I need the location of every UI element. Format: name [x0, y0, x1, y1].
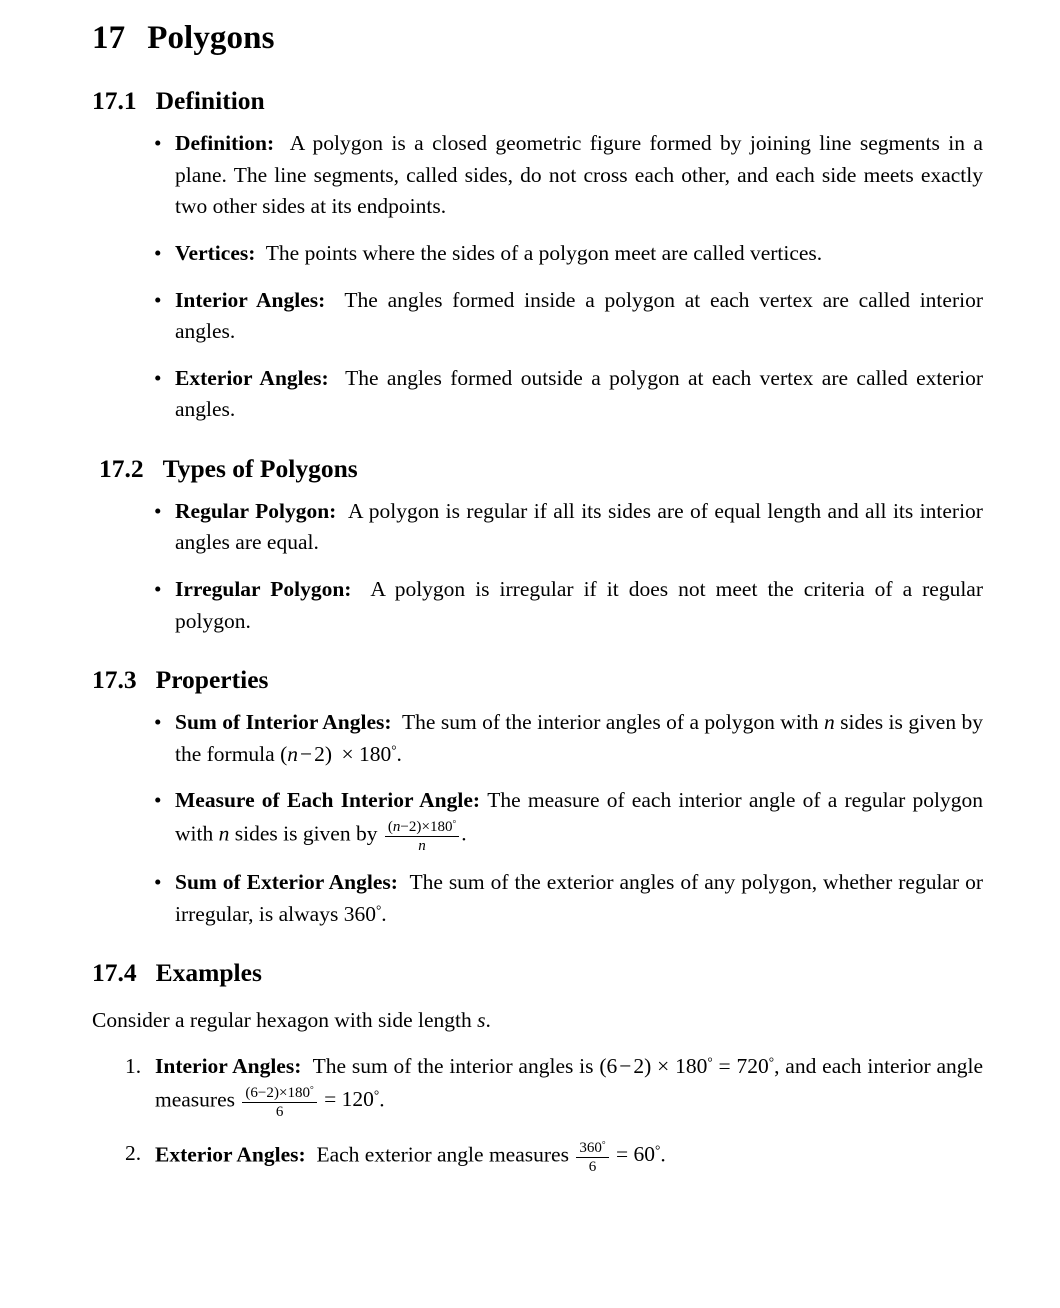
list-item-text: The points where the sides of a polygon meet are called vertices. [265, 240, 823, 265]
chapter-title-text: Polygons [147, 20, 275, 56]
equals-symbol: = [616, 1142, 629, 1167]
fraction-numerator [385, 819, 459, 836]
list-item-lead: Interior Angles: [175, 287, 326, 312]
list-item-text: The measure of each interior angle of a regular polygon with [175, 788, 984, 846]
degree-symbol: ° [391, 741, 397, 757]
operand-six: 6 [250, 1084, 258, 1101]
list-item-text-mid: , and each interior angle measures [155, 1053, 984, 1111]
spacer [569, 1142, 574, 1166]
list-item-text: A polygon is a closed geometric figure formed by joining line segments in a plane. The line segments, called sides, do not cross each other, and each side meets exactly two other sides at its endpoints. [175, 131, 983, 219]
list-item-lead: Sum of Exterior Angles: [175, 870, 398, 895]
section-heading-17-2 [99, 453, 983, 485]
minus-operator: − [300, 741, 313, 766]
degree-symbol: ° [452, 819, 457, 830]
operand-180: 180 [287, 1084, 311, 1101]
list-item [125, 1051, 983, 1118]
list-item-text: A polygon is regular if all its sides are of equal length and all its interior angles are equal. [175, 498, 983, 555]
operand-180: 180 [675, 1053, 708, 1078]
times-symbol: × [657, 1053, 670, 1078]
list-item-lead: Sum of Interior Angles: [175, 710, 392, 734]
paren-close: ) [273, 1084, 279, 1101]
bullet-icon: • [154, 287, 162, 312]
chapter-title [92, 18, 983, 58]
section-title-text: Types of Polygons [162, 453, 358, 483]
section-number: 17.1 [92, 86, 137, 116]
minus-operator: − [257, 1084, 267, 1101]
math-variable-n: n [218, 821, 230, 846]
section-heading-17-4 [92, 957, 983, 989]
list-item-lead: Measure of Each Interior Angle: [175, 788, 481, 813]
list-item-number: 2. [125, 1141, 142, 1166]
list-item-text: The sum of the exterior angles of any polygon, whether regular or irregular, is always [175, 870, 983, 926]
spacer [398, 870, 410, 894]
section-title-text: Examples [155, 958, 262, 988]
paren-close: ) [644, 1053, 652, 1078]
spacer [336, 499, 348, 523]
list-item-text: The angles formed outside a polygon at each vertex are called exterior angles. [175, 365, 983, 422]
times-symbol: × [341, 741, 354, 766]
examples-intro-paragraph [92, 1005, 983, 1037]
value-360-degrees [344, 902, 382, 926]
bullet-icon: • [154, 870, 162, 895]
list-item [125, 1138, 983, 1174]
list-item [154, 574, 983, 637]
operand-180: 180 [429, 818, 453, 835]
paren-close: ) [324, 741, 333, 766]
bullet-icon: • [154, 365, 162, 390]
list-item-lead: Interior Angles: [155, 1053, 302, 1078]
spacer [301, 1054, 312, 1078]
math-variable-n: n [823, 710, 835, 734]
degree-symbol: ° [601, 1140, 606, 1151]
list-item-text: The sum of the interior angles of a polygon with [401, 710, 819, 734]
bullet-icon: • [154, 498, 162, 523]
section-title-text: Properties [155, 665, 269, 695]
list-item-lead: Vertices: [175, 240, 256, 265]
spacer [235, 1087, 240, 1111]
paren-open: ( [599, 1053, 607, 1078]
intro-text: Consider a regular hexagon with side length [92, 1008, 472, 1033]
equals-symbol: = [718, 1053, 731, 1078]
degree-symbol: ° [707, 1054, 713, 1070]
operand-360: 360 [343, 901, 376, 926]
operand-360: 360 [579, 1140, 602, 1157]
equals-symbol: = [324, 1086, 337, 1111]
section-number: 17.2 [99, 453, 144, 483]
math-variable-n: n [392, 818, 401, 835]
fraction-denominator: 6 [275, 1103, 284, 1120]
fraction-denominator: 6 [588, 1159, 597, 1176]
degree-symbol: ° [375, 902, 382, 918]
list-item-lead: Exterior Angles: [155, 1142, 306, 1167]
list-item [154, 128, 983, 223]
sentence-period: . [381, 901, 387, 926]
sentence-period: . [379, 1086, 385, 1111]
spacer [377, 821, 382, 845]
list-item-text-mid: sides is given by the formula [175, 710, 983, 766]
operand-two: 2 [266, 1084, 274, 1101]
sentence-period: . [660, 1142, 666, 1167]
page-content [92, 18, 983, 1194]
list-item [154, 867, 983, 930]
chapter-number: 17 [92, 20, 126, 56]
fraction-hexagon-interior-angle [242, 1085, 316, 1121]
fraction-interior-angle-measure [385, 819, 459, 855]
operand-two: 2 [408, 818, 417, 835]
degree-symbol: ° [373, 1087, 380, 1103]
result-value: 60 [633, 1142, 656, 1167]
list-item [154, 285, 983, 348]
degree-symbol: ° [655, 1142, 661, 1158]
section-number: 17.4 [92, 958, 137, 988]
paren-open: ( [387, 818, 393, 835]
list-item [154, 238, 983, 270]
fraction-numerator [242, 1085, 316, 1102]
section-title-text: Definition [155, 86, 265, 116]
result-value: 120 [341, 1086, 374, 1111]
operand-720: 720 [736, 1053, 769, 1078]
fraction-hexagon-exterior-angle [576, 1140, 608, 1176]
list-item-lead: Regular Polygon: [175, 498, 337, 523]
sentence-period: . [396, 741, 402, 766]
paren-close: ) [416, 818, 422, 835]
minus-operator: − [400, 818, 409, 835]
types-bullet-list [154, 496, 983, 637]
list-item [154, 785, 984, 855]
list-item-number: 1. [125, 1053, 142, 1078]
spacer [351, 577, 370, 601]
list-item [154, 496, 983, 559]
formula-hexagon-interior-sum [599, 1054, 774, 1078]
spacer [392, 710, 402, 734]
times-symbol: × [278, 1084, 288, 1101]
paren-open: ( [280, 741, 288, 766]
times-symbol: × [421, 818, 430, 835]
operand-180: 180 [358, 741, 392, 766]
operand-two: 2 [314, 741, 325, 766]
minus-operator: − [619, 1053, 632, 1078]
list-item-text-mid: sides is given by [234, 821, 378, 846]
list-item [154, 707, 983, 770]
operand-six: 6 [606, 1053, 618, 1078]
list-item-lead: Irregular Polygon: [175, 576, 352, 601]
fraction-denominator: n [418, 838, 426, 855]
bullet-icon: • [154, 240, 162, 265]
properties-bullet-list [154, 707, 983, 930]
list-item-lead: Exterior Angles: [175, 365, 329, 390]
degree-symbol: ° [768, 1054, 775, 1070]
spacer [329, 366, 345, 390]
sentence-period: . [461, 821, 467, 846]
math-variable-s: s [477, 1008, 486, 1033]
bullet-icon: • [154, 710, 162, 734]
bullet-icon: • [154, 788, 162, 813]
bullet-icon: • [154, 576, 162, 601]
formula-interior-angle-sum [280, 742, 396, 766]
sentence-period: . [485, 1008, 491, 1033]
degree-symbol: ° [310, 1084, 314, 1095]
list-item-lead: Definition: [175, 131, 275, 156]
spacer [274, 131, 290, 155]
math-variable-n: n [287, 741, 298, 766]
list-item-text: Each exterior angle measures [316, 1142, 569, 1167]
section-heading-17-1 [92, 85, 983, 117]
bullet-icon: • [154, 131, 162, 156]
section-number: 17.3 [92, 665, 137, 695]
examples-numbered-list [125, 1051, 983, 1174]
operand-two: 2 [633, 1053, 645, 1078]
result-interior-angle-120 [324, 1087, 379, 1111]
spacer [325, 288, 344, 312]
list-item-text: A polygon is irregular if it does not meet the criteria of a regular polygon. [175, 576, 984, 633]
section-heading-17-3 [92, 664, 983, 696]
fraction-numerator [576, 1140, 608, 1157]
paren-open: ( [245, 1084, 251, 1101]
definition-bullet-list [154, 128, 983, 426]
result-exterior-angle-60 [616, 1142, 660, 1166]
list-item-text: The sum of the interior angles is [312, 1053, 594, 1078]
list-item [154, 363, 983, 426]
spacer [255, 241, 265, 265]
spacer [306, 1142, 317, 1166]
list-item-text: The angles formed inside a polygon at each vertex are called interior angles. [175, 287, 983, 344]
